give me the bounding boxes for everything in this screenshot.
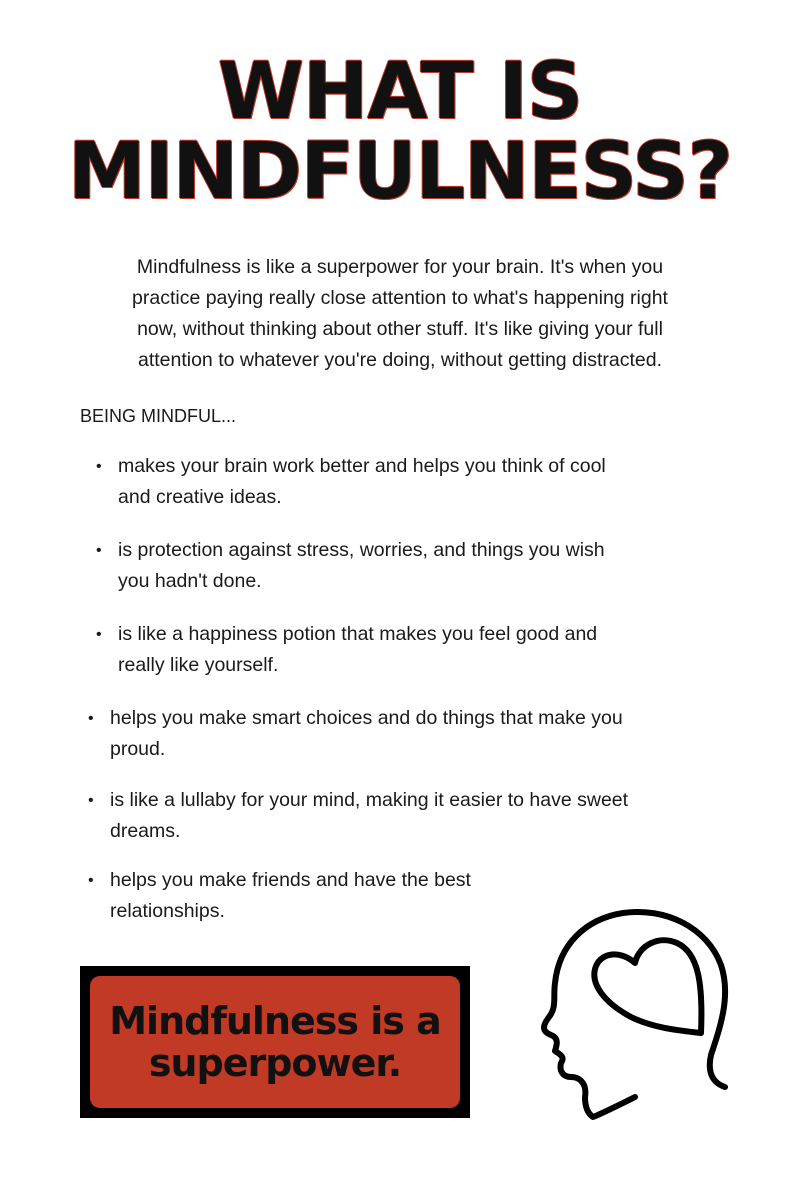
list-item-line-1: helps you make friends and have the best [110, 869, 471, 891]
bullet-dot: • [96, 542, 102, 559]
intro-paragraph [60, 252, 740, 376]
list-item [88, 785, 629, 847]
list-item-line-1: helps you make smart choices and do things that make you [110, 707, 623, 729]
intro-line-2: practice paying really close attention to what's happening right [132, 287, 668, 309]
list-item-line-2: really like yourself. [118, 654, 279, 676]
superpower-badge [80, 966, 470, 1118]
list-item-line-1: makes your brain work better and helps you think of cool [118, 455, 606, 477]
list-item-line-2: dreams. [110, 820, 181, 842]
bullet-dot: • [88, 872, 94, 889]
badge-text [90, 1000, 460, 1084]
title-line-1: WHAT IS [217, 47, 583, 137]
bullet-dot: • [88, 710, 94, 727]
bullet-dot: • [88, 792, 94, 809]
intro-line-3: now, without thinking about other stuff. It's like giving your full [137, 318, 663, 340]
badge-line-2: superpower. [148, 1041, 402, 1085]
bullet-dot: • [96, 458, 102, 475]
intro-line-1: Mindfulness is like a superpower for your brain. It's when you [136, 256, 664, 278]
list-item-line-2: you hadn't done. [118, 570, 262, 592]
list-item-line-1: is protection against stress, worries, and things you wish [118, 539, 605, 561]
list-item-line-2: proud. [110, 738, 166, 760]
list-item-line-1: is like a happiness potion that makes you feel good and [118, 623, 598, 645]
list-item-line-1: is like a lullaby for your mind, making it easier to have sweet [110, 789, 629, 811]
head-outline [544, 912, 725, 1117]
list-item [88, 865, 471, 927]
heart-shape [594, 940, 701, 1033]
list-item-line-2: and creative ideas. [118, 486, 282, 508]
list-item [96, 535, 605, 597]
head-with-heart-icon [535, 905, 735, 1125]
badge-line-1: Mindfulness is a [109, 999, 441, 1043]
list-item [88, 703, 623, 765]
list-item [96, 451, 606, 513]
intro-line-4: attention to whatever you're doing, without getting distracted. [137, 349, 663, 371]
page-title [0, 47, 800, 217]
section-subheading: BEING MINDFUL... [80, 406, 237, 426]
badge-inner-panel [90, 976, 460, 1108]
title-line-2: MINDFULNESS? [68, 127, 732, 217]
list-item-line-2: relationships. [110, 900, 225, 922]
bullet-dot: • [96, 626, 102, 643]
list-item [96, 619, 598, 681]
